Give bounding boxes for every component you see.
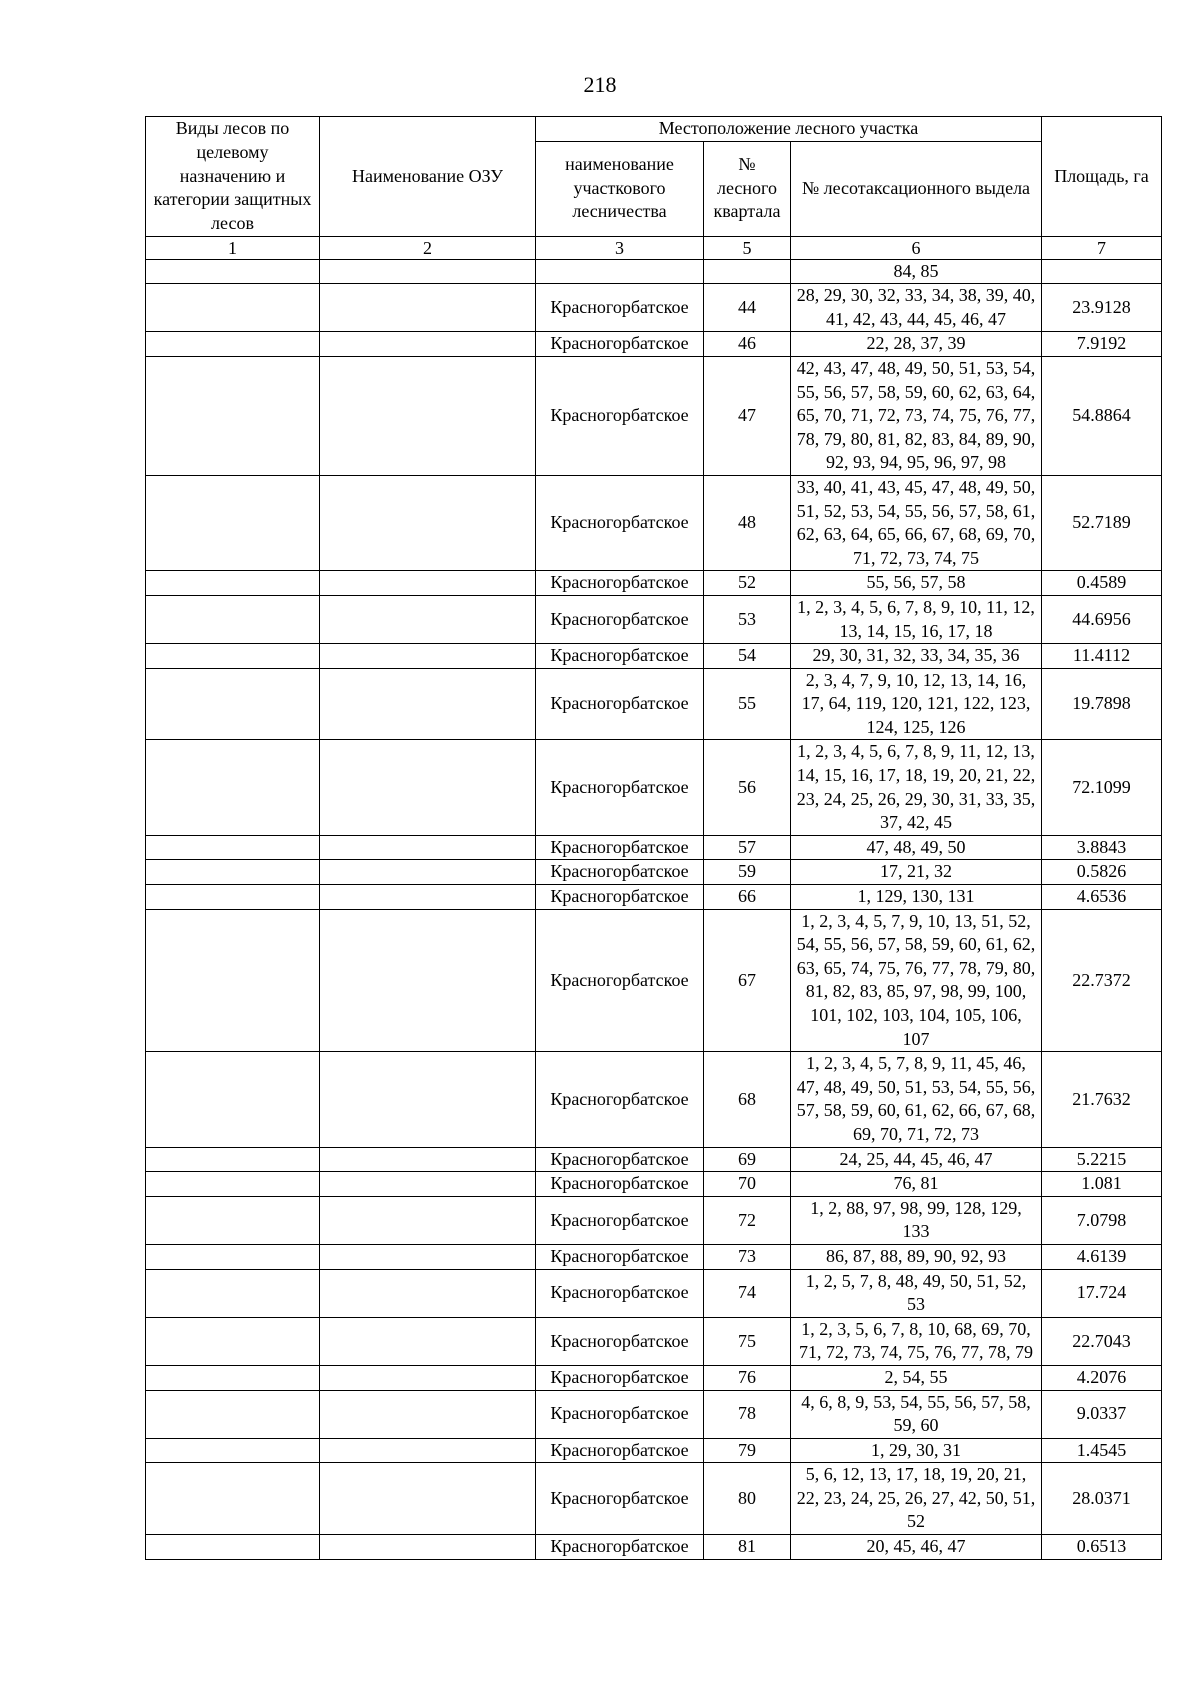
quarter-cell: 68 — [704, 1052, 791, 1147]
area-cell: 0.4589 — [1042, 571, 1162, 596]
taxation-plots-cell: 17, 21, 32 — [791, 860, 1042, 885]
forestry-cell: Красногорбатское — [536, 1438, 704, 1463]
forest-type-cell — [146, 1244, 320, 1269]
table-row — [146, 356, 1162, 475]
taxation-plots-cell: 1, 2, 3, 4, 5, 6, 7, 8, 9, 11, 12, 13, 14, 15, 16, 17, 18, 19, 20, 21, 22, 23, 24, 25, 26, 29, 30, 31, 33, 35, 37, 42, 45 — [791, 740, 1042, 835]
table-row — [146, 644, 1162, 669]
ozu-name-cell — [320, 740, 536, 835]
area-cell: 11.4112 — [1042, 644, 1162, 669]
forest-type-cell — [146, 595, 320, 643]
table-row — [146, 284, 1162, 332]
taxation-plots-cell: 47, 48, 49, 50 — [791, 835, 1042, 860]
taxation-plots-cell: 1, 29, 30, 31 — [791, 1438, 1042, 1463]
area-cell: 0.6513 — [1042, 1535, 1162, 1560]
table-row — [146, 860, 1162, 885]
forestry-cell: Красногорбатское — [536, 1390, 704, 1438]
forest-type-cell — [146, 1535, 320, 1560]
column-number: 1 — [146, 236, 320, 259]
area-cell: 22.7043 — [1042, 1317, 1162, 1365]
taxation-plots-cell: 84, 85 — [791, 259, 1042, 284]
forest-type-cell — [146, 1438, 320, 1463]
forestry-cell: Красногорбатское — [536, 595, 704, 643]
taxation-plots-cell: 1, 2, 3, 4, 5, 7, 8, 9, 11, 45, 46, 47, 48, 49, 50, 51, 53, 54, 55, 56, 57, 58, 59, 60, 61, 62, 66, 67, 68, 69, 70, 71, 72, 73 — [791, 1052, 1042, 1147]
area-cell: 0.5826 — [1042, 860, 1162, 885]
quarter-cell: 80 — [704, 1463, 791, 1535]
forestry-cell: Красногорбатское — [536, 668, 704, 740]
ozu-name-cell — [320, 1244, 536, 1269]
forest-type-cell — [146, 475, 320, 570]
forestry-cell: Красногорбатское — [536, 909, 704, 1052]
table-row — [146, 909, 1162, 1052]
column-number: 6 — [791, 236, 1042, 259]
ozu-name-cell — [320, 571, 536, 596]
table-row — [146, 1052, 1162, 1147]
forest-type-cell — [146, 1196, 320, 1244]
taxation-plots-cell: 28, 29, 30, 32, 33, 34, 38, 39, 40, 41, 42, 43, 44, 45, 46, 47 — [791, 284, 1042, 332]
ozu-name-cell — [320, 1269, 536, 1317]
table-row — [146, 1390, 1162, 1438]
taxation-plots-cell: 55, 56, 57, 58 — [791, 571, 1042, 596]
header-ozu-name: Наименование ОЗУ — [320, 117, 536, 237]
forest-type-cell — [146, 332, 320, 357]
ozu-name-cell — [320, 1196, 536, 1244]
ozu-name-cell — [320, 356, 536, 475]
quarter-cell: 69 — [704, 1147, 791, 1172]
forestry-cell: Красногорбатское — [536, 1196, 704, 1244]
table-row — [146, 1317, 1162, 1365]
taxation-plots-cell: 22, 28, 37, 39 — [791, 332, 1042, 357]
area-cell: 7.9192 — [1042, 332, 1162, 357]
quarter-cell: 59 — [704, 860, 791, 885]
forest-type-cell — [146, 1365, 320, 1390]
table-row — [146, 259, 1162, 284]
area-cell: 4.2076 — [1042, 1365, 1162, 1390]
taxation-plots-cell: 86, 87, 88, 89, 90, 92, 93 — [791, 1244, 1042, 1269]
taxation-plots-cell: 29, 30, 31, 32, 33, 34, 35, 36 — [791, 644, 1042, 669]
forestry-cell: Красногорбатское — [536, 740, 704, 835]
table-row — [146, 1438, 1162, 1463]
ozu-name-cell — [320, 1172, 536, 1197]
table-row — [146, 1244, 1162, 1269]
taxation-plots-cell: 1, 129, 130, 131 — [791, 885, 1042, 910]
taxation-plots-cell: 1, 2, 3, 5, 6, 7, 8, 10, 68, 69, 70, 71, 72, 73, 74, 75, 76, 77, 78, 79 — [791, 1317, 1042, 1365]
quarter-cell: 47 — [704, 356, 791, 475]
quarter-cell: 70 — [704, 1172, 791, 1197]
quarter-cell: 74 — [704, 1269, 791, 1317]
taxation-plots-cell: 1, 2, 3, 4, 5, 7, 9, 10, 13, 51, 52, 54, 55, 56, 57, 58, 59, 60, 61, 62, 63, 65, 74, 75, 76, 77, 78, 79, 80, 81, 82, 83, 85, 97, 98, 99, 100, 101, 102, 103, 104, 105, 106, 107 — [791, 909, 1042, 1052]
forest-type-cell — [146, 259, 320, 284]
forestry-cell: Красногорбатское — [536, 1052, 704, 1147]
table-row — [146, 1269, 1162, 1317]
taxation-plots-cell: 76, 81 — [791, 1172, 1042, 1197]
ozu-name-cell — [320, 909, 536, 1052]
forest-type-cell — [146, 1052, 320, 1147]
forestry-cell: Красногорбатское — [536, 644, 704, 669]
table-row — [146, 1535, 1162, 1560]
forest-type-cell — [146, 1317, 320, 1365]
forestry-cell: Красногорбатское — [536, 1172, 704, 1197]
area-cell: 19.7898 — [1042, 668, 1162, 740]
area-cell: 28.0371 — [1042, 1463, 1162, 1535]
quarter-cell: 54 — [704, 644, 791, 669]
forestry-cell: Красногорбатское — [536, 835, 704, 860]
forest-type-cell — [146, 885, 320, 910]
table-body — [146, 259, 1162, 1559]
table-row — [146, 1365, 1162, 1390]
header-quarter-no: № лесного квартала — [704, 141, 791, 236]
area-cell: 21.7632 — [1042, 1052, 1162, 1147]
forestry-cell: Красногорбатское — [536, 1317, 704, 1365]
ozu-name-cell — [320, 595, 536, 643]
forest-type-cell — [146, 909, 320, 1052]
table-row — [146, 1147, 1162, 1172]
forestry-cell: Красногорбатское — [536, 860, 704, 885]
area-cell: 72.1099 — [1042, 740, 1162, 835]
quarter-cell: 73 — [704, 1244, 791, 1269]
quarter-cell: 57 — [704, 835, 791, 860]
forest-type-cell — [146, 1390, 320, 1438]
forestry-cell: Красногорбатское — [536, 1463, 704, 1535]
table-row — [146, 1196, 1162, 1244]
ozu-name-cell — [320, 1535, 536, 1560]
taxation-plots-cell: 20, 45, 46, 47 — [791, 1535, 1042, 1560]
ozu-name-cell — [320, 668, 536, 740]
quarter-cell: 75 — [704, 1317, 791, 1365]
ozu-name-cell — [320, 1463, 536, 1535]
taxation-plots-cell: 5, 6, 12, 13, 17, 18, 19, 20, 21, 22, 23, 24, 25, 26, 27, 42, 50, 51, 52 — [791, 1463, 1042, 1535]
forestry-cell: Красногорбатское — [536, 1147, 704, 1172]
table-row — [146, 885, 1162, 910]
column-number: 7 — [1042, 236, 1162, 259]
taxation-plots-cell: 33, 40, 41, 43, 45, 47, 48, 49, 50, 51, 52, 53, 54, 55, 56, 57, 58, 61, 62, 63, 64, 65, 66, 67, 68, 69, 70, 71, 72, 73, 74, 75 — [791, 475, 1042, 570]
area-cell: 44.6956 — [1042, 595, 1162, 643]
table-row — [146, 1463, 1162, 1535]
forest-type-cell — [146, 835, 320, 860]
table-header — [146, 117, 1162, 260]
taxation-plots-cell: 2, 3, 4, 7, 9, 10, 12, 13, 14, 16, 17, 64, 119, 120, 121, 122, 123, 124, 125, 126 — [791, 668, 1042, 740]
area-cell: 1.4545 — [1042, 1438, 1162, 1463]
forestry-cell: Красногорбатское — [536, 571, 704, 596]
quarter-cell: 53 — [704, 595, 791, 643]
header-district-forestry: наименование участкового лесничества — [536, 141, 704, 236]
quarter-cell: 79 — [704, 1438, 791, 1463]
header-area: Площадь, га — [1042, 117, 1162, 237]
taxation-plots-cell: 1, 2, 3, 4, 5, 6, 7, 8, 9, 10, 11, 12, 13, 14, 15, 16, 17, 18 — [791, 595, 1042, 643]
forestry-cell: Красногорбатское — [536, 475, 704, 570]
forest-type-cell — [146, 1269, 320, 1317]
area-cell: 17.724 — [1042, 1269, 1162, 1317]
forest-type-cell — [146, 356, 320, 475]
forest-type-cell — [146, 1172, 320, 1197]
area-cell: 3.8843 — [1042, 835, 1162, 860]
ozu-name-cell — [320, 332, 536, 357]
ozu-name-cell — [320, 1317, 536, 1365]
quarter-cell: 46 — [704, 332, 791, 357]
ozu-name-cell — [320, 259, 536, 284]
quarter-cell: 66 — [704, 885, 791, 910]
page-number: 218 — [583, 72, 617, 97]
column-number: 2 — [320, 236, 536, 259]
forestry-cell: Красногорбатское — [536, 885, 704, 910]
forestry-cell: Красногорбатское — [536, 1244, 704, 1269]
table-row — [146, 571, 1162, 596]
area-cell: 4.6139 — [1042, 1244, 1162, 1269]
quarter-cell: 76 — [704, 1365, 791, 1390]
quarter-cell: 78 — [704, 1390, 791, 1438]
forest-type-cell — [146, 740, 320, 835]
quarter-cell: 55 — [704, 668, 791, 740]
area-cell: 23.9128 — [1042, 284, 1162, 332]
forest-type-cell — [146, 1463, 320, 1535]
quarter-cell: 67 — [704, 909, 791, 1052]
ozu-name-cell — [320, 1365, 536, 1390]
forest-type-cell — [146, 284, 320, 332]
ozu-name-cell — [320, 284, 536, 332]
ozu-name-cell — [320, 644, 536, 669]
table-row — [146, 332, 1162, 357]
ozu-name-cell — [320, 1390, 536, 1438]
taxation-plots-cell: 2, 54, 55 — [791, 1365, 1042, 1390]
area-cell: 7.0798 — [1042, 1196, 1162, 1244]
taxation-plots-cell: 1, 2, 88, 97, 98, 99, 128, 129, 133 — [791, 1196, 1042, 1244]
quarter-cell: 44 — [704, 284, 791, 332]
area-cell: 9.0337 — [1042, 1390, 1162, 1438]
quarter-cell: 56 — [704, 740, 791, 835]
area-cell: 4.6536 — [1042, 885, 1162, 910]
forest-plots-table — [145, 116, 1162, 1560]
taxation-plots-cell: 1, 2, 5, 7, 8, 48, 49, 50, 51, 52, 53 — [791, 1269, 1042, 1317]
header-taxation-plot-no: № лесотаксационного выдела — [791, 141, 1042, 236]
forestry-cell — [536, 259, 704, 284]
forestry-cell: Красногорбатское — [536, 1365, 704, 1390]
area-cell: 54.8864 — [1042, 356, 1162, 475]
ozu-name-cell — [320, 1052, 536, 1147]
forest-type-cell — [146, 668, 320, 740]
quarter-cell: 72 — [704, 1196, 791, 1244]
column-number: 3 — [536, 236, 704, 259]
column-numbers-row — [146, 236, 1162, 259]
quarter-cell: 48 — [704, 475, 791, 570]
ozu-name-cell — [320, 835, 536, 860]
taxation-plots-cell: 4, 6, 8, 9, 53, 54, 55, 56, 57, 58, 59, 60 — [791, 1390, 1042, 1438]
forestry-cell: Красногорбатское — [536, 1269, 704, 1317]
ozu-name-cell — [320, 1147, 536, 1172]
table-row — [146, 668, 1162, 740]
area-cell: 52.7189 — [1042, 475, 1162, 570]
column-number: 5 — [704, 236, 791, 259]
forestry-cell: Красногорбатское — [536, 332, 704, 357]
ozu-name-cell — [320, 1438, 536, 1463]
header-location-group: Местоположение лесного участка — [536, 117, 1042, 142]
table-row — [146, 595, 1162, 643]
forest-type-cell — [146, 644, 320, 669]
forest-type-cell — [146, 1147, 320, 1172]
quarter-cell: 52 — [704, 571, 791, 596]
taxation-plots-cell: 42, 43, 47, 48, 49, 50, 51, 53, 54, 55, 56, 57, 58, 59, 60, 62, 63, 64, 65, 70, 71, 72, 73, 74, 75, 76, 77, 78, 79, 80, 81, 82, 83, 84, 89, 90, 92, 93, 94, 95, 96, 97, 98 — [791, 356, 1042, 475]
table-row — [146, 475, 1162, 570]
taxation-plots-cell: 24, 25, 44, 45, 46, 47 — [791, 1147, 1042, 1172]
area-cell — [1042, 259, 1162, 284]
forest-type-cell — [146, 571, 320, 596]
ozu-name-cell — [320, 475, 536, 570]
area-cell: 1.081 — [1042, 1172, 1162, 1197]
area-cell: 5.2215 — [1042, 1147, 1162, 1172]
header-forest-types: Виды лесов по целевому назначению и категории защитных лесов — [146, 117, 320, 237]
ozu-name-cell — [320, 885, 536, 910]
table-row — [146, 1172, 1162, 1197]
forest-type-cell — [146, 860, 320, 885]
forestry-cell: Красногорбатское — [536, 1535, 704, 1560]
forestry-cell: Красногорбатское — [536, 284, 704, 332]
table-row — [146, 835, 1162, 860]
forestry-cell: Красногорбатское — [536, 356, 704, 475]
table-row — [146, 740, 1162, 835]
area-cell: 22.7372 — [1042, 909, 1162, 1052]
ozu-name-cell — [320, 860, 536, 885]
quarter-cell — [704, 259, 791, 284]
quarter-cell: 81 — [704, 1535, 791, 1560]
